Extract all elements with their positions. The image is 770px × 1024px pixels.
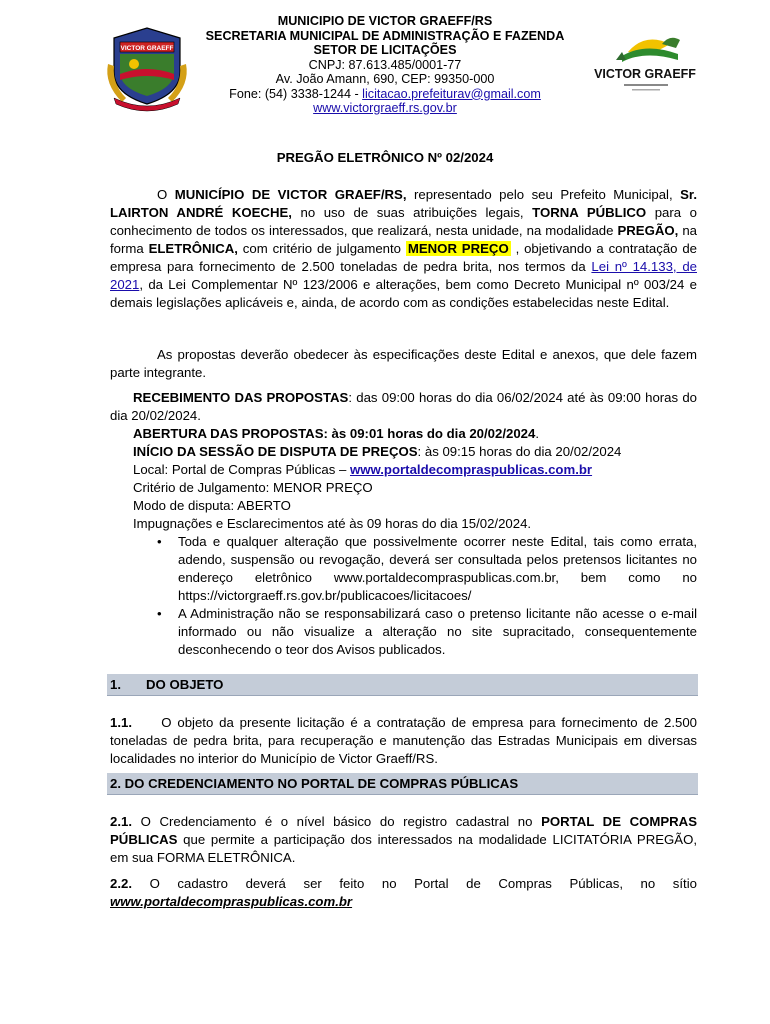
crest-text: VICTOR GRAEFF	[120, 45, 174, 52]
section-1-item: 1.1. O objeto da presente licitação é a contratação de empresa para fornecimento de 2.500 toneladas de pedra brita, para recuperação e manutenção das Estradas Municipais em diversas localidades no interior do Município de Victor Graeff/RS.	[110, 715, 697, 766]
secretariat-name: SECRETARIA MUNICIPAL DE ADMINISTRAÇÃO E FAZENDA	[205, 28, 565, 43]
letterhead	[100, 14, 670, 116]
modo-line: Modo de disputa: ABERTO	[133, 498, 291, 513]
contact-line	[100, 87, 670, 102]
section-1-heading: 1. DO OBJETO	[107, 674, 698, 696]
intro-paragraph: O MUNICÍPIO DE VICTOR GRAEF/RS, representado pelo seu Prefeito Municipal, Sr. LAIRTON ANDRÉ KOECHE, no uso de suas atribuições legais, TORNA PÚBLICO para o conhecimento de todos os interessados, que realizará, nesta unidade, na modalidade PREGÃO, na forma ELETRÔNICA, com critério de julgamento MENOR PREÇO , objetivando a contratação de empresa para fornecimento de 2.500 toneladas de pedra brita, nos termos da Lei nº 14.133, de 2021, da Lei Complementar Nº 123/2006 e alterações, bem como Decreto Municipal nº 003/24 e demais legislações aplicáveis e, ainda, de acordo com as condições estabelecidas neste Edital.	[110, 187, 697, 310]
section-2-heading: 2. DO CREDENCIAMENTO NO PORTAL DE COMPRAS PÚBLICAS	[107, 773, 698, 795]
proposals-paragraph: As propostas deverão obedecer às especificações deste Edital e anexos, que dele fazem parte integrante.	[110, 347, 697, 380]
department-name: SETOR DE LICITAÇÕES	[313, 43, 457, 57]
website-link[interactable]: www.victorgraeff.rs.gov.br	[313, 101, 457, 115]
email-link[interactable]: licitacao.prefeiturav@gmail.com	[362, 86, 541, 101]
list-item: • A Administração não se responsabilizará caso o pretenso licitante não acesse o e-mail informado ou não visualize a alteração no site supracitado, consequentemente desconhecendo o teor dos Avisos publicados.	[157, 606, 697, 657]
impugnacoes-line: Impugnações e Esclarecimentos até às 09 horas do dia 15/02/2024.	[133, 516, 532, 531]
notice-bullet-list	[155, 533, 697, 659]
section-2-item-2: 2.2. O cadastro deverá ser feito no Portal de Compras Públicas, no sítio www.portaldecompraspublicas.com.br	[110, 876, 697, 909]
law-link[interactable]: Lei nº 14.133, de 2021	[110, 259, 697, 292]
website-line	[100, 101, 670, 116]
list-item: • Toda e qualquer alteração que possivelmente ocorrer neste Edital, tais como errata, adendo, suspensão ou revogação, deverá ser consultada pelos pretensos licitantes no endereço eletrônico www.portaldecompraspublicas.com.br, bem como no https://victorgraeff.rs.gov.br/publicacoes/licitacoes/	[157, 534, 697, 603]
portal-site-link[interactable]: www.portaldecompraspublicas.com.br	[110, 894, 353, 909]
address: Av. João Amann, 690, CEP: 99350-000	[275, 72, 495, 86]
opening-line: ABERTURA DAS PROPOSTAS: às 09:01 horas do dia 20/02/2024.	[133, 426, 540, 441]
cnpj: CNPJ: 87.613.485/0001-77	[308, 57, 462, 72]
session-line: INÍCIO DA SESSÃO DE DISPUTA DE PREÇOS: às 09:15 horas do dia 20/02/2024	[133, 444, 622, 459]
right-logo-text: VICTOR GRAEFF	[594, 67, 696, 81]
portal-link[interactable]: www.portaldecompraspublicas.com.br	[349, 462, 593, 477]
municipality-name: MUNICIPIO DE VICTOR GRAEFF/RS	[277, 14, 493, 28]
criterio-line: Critério de Julgamento: MENOR PREÇO	[133, 480, 373, 495]
phone: Fone: (54) 3338-1244 -	[229, 86, 363, 101]
document-title: PREGÃO ELETRÔNICO Nº 02/2024	[276, 150, 494, 165]
highlighted-criterion: MENOR PREÇO	[407, 241, 509, 256]
receipt-paragraph: RECEBIMENTO DAS PROPOSTAS: das 09:00 horas do dia 06/02/2024 até às 09:00 horas do dia 20/02/2024.	[110, 390, 698, 423]
section-2-item-1: 2.1. O Credenciamento é o nível básico do registro cadastral no PORTAL DE COMPRAS PÚBLICAS que permite a participação dos interessados na modalidade LICITATÓRIA PREGÃO, em sua FORMA ELETRÔNICA.	[110, 814, 697, 865]
local-line: Local: Portal de Compras Públicas – www.portaldecompraspublicas.com.br	[133, 462, 593, 477]
